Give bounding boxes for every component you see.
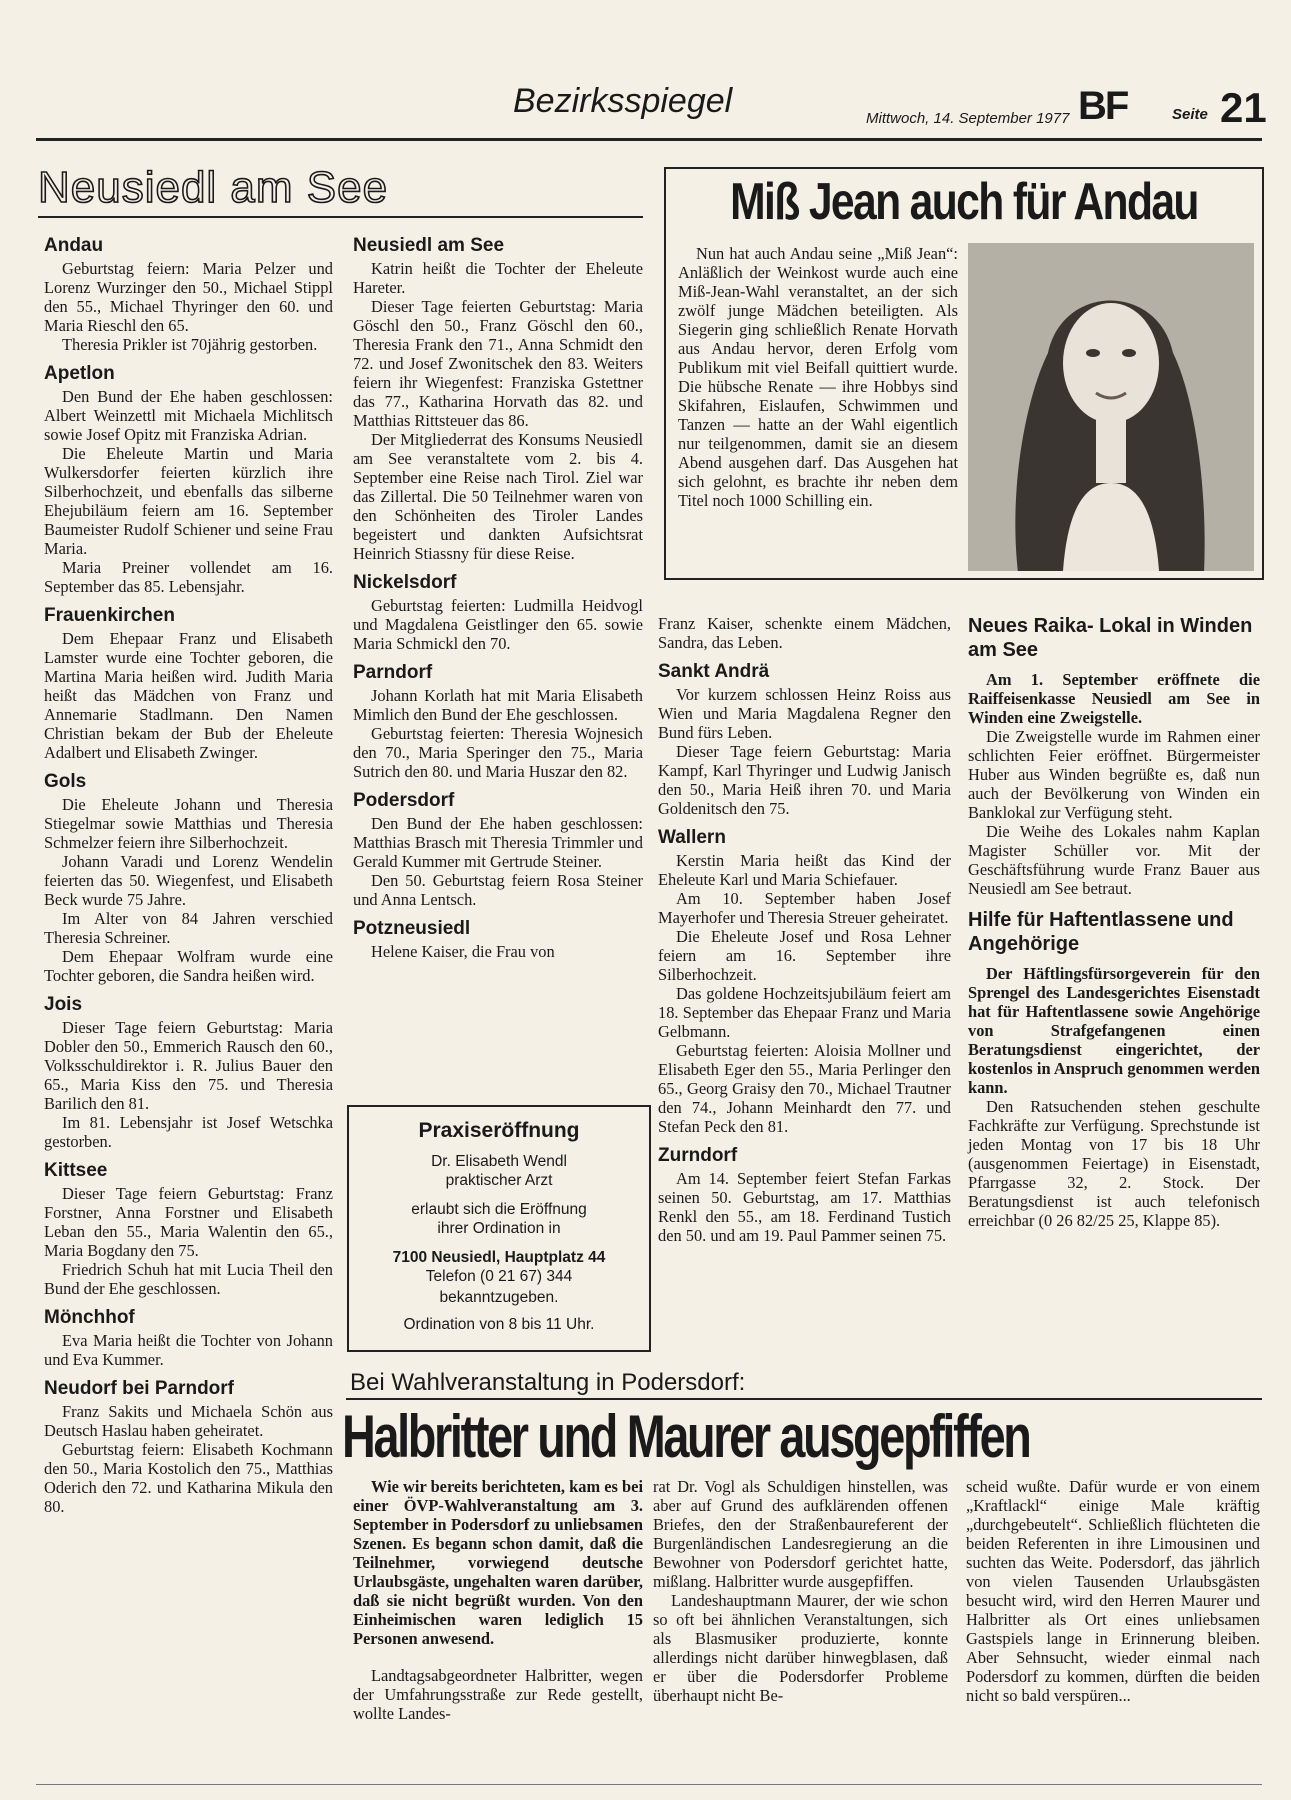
praxis-line2: ihrer Ordination in — [437, 1220, 561, 1237]
news-paragraph: Johann Korlath hat mit Maria Elisabeth Mimlich den Bund der Ehe geschlossen. — [353, 686, 643, 724]
podersdorf-lead: Wie wir bereits berichteten, kam es bei einer ÖVP-Wahlveranstaltung am 3. September in Podersdorf zu unliebsamen Szenen. Es begann schon damit, daß die Teilnehmer, vorwiegend deutsche Urlaubsgäste, ungehalten waren darüber, daß sie nicht begrüßt wurden. Von den Einheimischen waren lediglich 15 Personen anwesend. — [353, 1477, 643, 1648]
news-paragraph: Dieser Tage feiern Geburtstag: Maria Dobler den 50., Emmerich Rausch den 60., Volksschuldirektor i. R. Julius Bauer den 65., Maria Kiss den 75. und Theresia Barilich den 81. — [44, 1018, 333, 1113]
news-paragraph: Dem Ehepaar Wolfram wurde eine Tochter geboren, die Sandra heißen wird. — [44, 947, 333, 985]
news-paragraph: Dieser Tage feiern Geburtstag: Franz Forstner, Anna Forstner und Elisabeth Leban den 55., Maria Walentin den 65., Maria Bogdany den 75. — [44, 1184, 333, 1260]
town-heading: Potzneusiedl — [353, 918, 471, 939]
news-paragraph: Geburtstag feierten: Ludmilla Heidvogl und Magdalena Geistlinger den 65. sowie Maria Schmickl den 70. — [353, 596, 643, 653]
podersdorf-paragraph: Landtagsabgeordneter Halbritter, wegen der Umfahrungsstraße zur Rede gestellt, wollte Landes- — [353, 1666, 643, 1723]
praxis-ad — [347, 1105, 651, 1352]
news-paragraph: Im 81. Lebensjahr ist Josef Wetschka gestorben. — [44, 1113, 333, 1151]
news-paragraph: Im Alter von 84 Jahren verschied Theresia Schreiner. — [44, 909, 333, 947]
portrait-silhouette — [968, 243, 1254, 571]
raika-paragraph: Die Zweigstelle wurde im Rahmen einer schlichten Feier eröffnet. Bürgermeister Huber aus Winden begrüßte es, daß nun auch der Bevölkerung von Winden ein Banklokal zur Verfügung steht. — [968, 727, 1260, 822]
praxis-name: Dr. Elisabeth Wendl — [431, 1153, 567, 1170]
haft-heading: Hilfe für Haftentlassene und Angehörige — [968, 909, 1234, 955]
news-paragraph: Kerstin Maria heißt das Kind der Eheleute Karl und Maria Schiefauer. — [658, 851, 951, 889]
raika-lead: Am 1. September eröffnete die Raiffeisenkasse Neusiedl am See in Winden eine Zweigstelle. — [968, 670, 1260, 727]
miss-jean-text — [678, 244, 958, 510]
bottom-rule — [36, 1784, 1262, 1785]
town-heading: Jois — [44, 994, 83, 1015]
podersdorf-paragraph: scheid wußte. Dafür wurde er von einem „Kraftlackl“ einige Male kräftig „durchgebeutelt“. Schließlich flüchteten die beiden Referenten in ihre Limousinen und suchten das Weite. Podersdorf, das jährlich von vielen Tausenden Urlaubsgästen besucht wird, wird den Herren Maurer und Halbritter als Ort eines unliebsamen Gastspiels lange in Erinnerung bleiben. Aber Sehnsucht, wieder einmal nach Podersdorf zu kommen, dürften die beiden nicht so bald verspüren... — [966, 1477, 1260, 1705]
news-paragraph: Die Eheleute Josef und Rosa Lehner feiern am 16. September ihre Silberhochzeit. — [658, 927, 951, 984]
news-paragraph: Die Eheleute Johann und Theresia Stiegelmar sowie Matthias und Theresia Schmelzer feiern ihre Silberhochzeit. — [44, 795, 333, 852]
column-local-news-2 — [353, 235, 643, 961]
news-paragraph: Vor kurzem schlossen Heinz Roiss aus Wien und Maria Magdalena Regner den Bund fürs Leben. — [658, 685, 951, 742]
news-paragraph: Den Bund der Ehe haben geschlossen: Albert Weinzettl mit Michaela Michlitsch sowie Josef Opitz mit Franziska Adrian. — [44, 387, 333, 444]
district-title: Neusiedl am See — [38, 163, 389, 212]
praxis-line3: bekanntzugeben. — [439, 1289, 559, 1306]
town-heading: Sankt Andrä — [658, 661, 770, 682]
town-heading: Gols — [44, 771, 87, 792]
news-paragraph: Friedrich Schuh hat mit Lucia Theil den Bund der Ehe geschlossen. — [44, 1260, 333, 1298]
praxis-phone: Telefon (0 21 67) 344 — [425, 1268, 573, 1285]
news-paragraph: Dieser Tage feierten Geburtstag: Maria Göschl den 50., Franz Göschl den 60., Theresia Frank den 71., Anna Schmidt den 72. und Josef Zwonitschek den 83. Weiters feiern ihr Wiegenfest: Franziska Gstettner das 77., Katharina Horvath das 82. und Matthias Rittsteuer das 86. — [353, 297, 643, 430]
miss-jean-headline: Miß Jean auch für Andau — [730, 173, 1198, 231]
portrait-photo-icon — [968, 243, 1254, 571]
section-header-title: Bezirksspiegel — [513, 82, 733, 120]
news-paragraph: Johann Varadi und Lorenz Wendelin feierten das 50. Wiegenfest, und Elisabeth Beck wurde 75 Jahre. — [44, 852, 333, 909]
raika-heading: Neues Raika- Lokal in Winden am See — [968, 615, 1253, 661]
miss-jean-paragraph: Nun hat auch Andau seine „Miß Jean“: Anläßlich der Weinkost wurde auch eine Miß-Jean-Wahl veranstaltet, an der sich zwölf junge Mädchen beteiligten. Als Siegerin ging schließlich Renate Horvath aus Andau hervor, deren Erfolg vom Publikum mit viel Beifall quittiert wurde. Die hübsche Renate — ihre Hobbys sind Skifahren, Eislaufen, Schwimmen und Tanzen — hatte an der Wahl eigentlich nur teilgenommen, damit sie an diesem Abend ausgehen darf. Das Ausgehen hat sich gelohnt, es brachte ihr neben dem Titel noch 1000 Schilling ein. — [678, 244, 958, 510]
town-heading: Podersdorf — [353, 790, 455, 811]
news-paragraph: Maria Preiner vollendet am 16. September das 85. Lebensjahr. — [44, 558, 333, 596]
news-paragraph: Franz Sakits und Michaela Schön aus Deutsch Haslau haben geheiratet. — [44, 1402, 333, 1440]
district-title-rule — [38, 216, 643, 218]
praxis-line1: erlaubt sich die Eröffnung — [411, 1201, 587, 1218]
news-paragraph: Theresia Prikler ist 70jährig gestorben. — [62, 335, 318, 354]
raika-paragraph: Die Weihe des Lokales nahm Kaplan Magister Schüller vor. Mit der Geschäftsführung wurde Franz Bauer aus Neusiedl am See betraut. — [968, 822, 1260, 898]
news-paragraph: Katrin heißt die Tochter der Eheleute Hareter. — [353, 259, 643, 297]
news-paragraph: Helene Kaiser, die Frau von — [371, 942, 555, 961]
column-right — [968, 614, 1260, 1230]
column-local-news-3 — [658, 614, 951, 1245]
news-paragraph: Franz Kaiser, schenkte einem Mädchen, Sandra, das Leben. — [658, 614, 951, 652]
news-paragraph: Das goldene Hochzeitsjubiläum feiert am 18. September das Ehepaar Franz und Maria Gelbmann. — [658, 984, 951, 1041]
issue-date: Mittwoch, 14. September 1977 — [866, 110, 1070, 127]
header-rule — [36, 138, 1262, 141]
town-heading: Neudorf bei Parndorf — [44, 1378, 235, 1399]
news-paragraph: Geburtstag feierten: Theresia Wojnesich den 70., Maria Speringer den 75., Maria Sutrich den 80. und Maria Huszar den 82. — [353, 724, 643, 781]
town-heading: Mönchhof — [44, 1307, 135, 1328]
town-heading: Wallern — [658, 827, 726, 848]
praxis-title: Praxiseröffnung — [418, 1119, 580, 1142]
town-heading: Zurndorf — [658, 1145, 738, 1166]
town-heading: Nickelsdorf — [353, 572, 457, 593]
praxis-address: 7100 Neusiedl, Hauptplatz 44 — [392, 1249, 606, 1266]
page-label: Seite — [1172, 106, 1208, 123]
news-paragraph: Dieser Tage feiern Geburtstag: Maria Kampf, Karl Thyringer und Ludwig Janisch den 50., Maria Heiß ihren 70. und Maria Goldenitsch den 75. — [658, 742, 951, 818]
town-heading: Frauenkirchen — [44, 605, 175, 626]
kicker-rule — [346, 1398, 1262, 1400]
haft-lead: Der Häftlingsfürsorgeverein für den Sprengel des Landesgerichtes Eisenstadt hat für Haftentlassene sowie Angehörige von Strafgefangenen einen Beratungsdienst eingerichtet, der kostenlos in Anspruch genommen werden kann. — [968, 964, 1260, 1097]
news-paragraph: Die Eheleute Martin und Maria Wulkersdorfer feierten kürzlich ihre Silberhochzeit, und ebenfalls das silberne Ehejubiläum feiern am 16. September Baumeister Rudolf Schiener und seine Frau Maria. — [44, 444, 333, 558]
news-paragraph: Am 14. September feiert Stefan Farkas seinen 50. Geburtstag, am 17. Matthias Renkl den 55., am 18. Ferdinand Tustich den 50. und am 19. Paul Pammer seinen 75. — [658, 1169, 951, 1245]
podersdorf-paragraph: Landeshauptmann Maurer, der wie schon so oft bei ähnlichen Veranstaltungen, sich als Blasmusiker produzierte, konnte allerdings nicht darüber hinwegblasen, daß er über die Podersdorfer Probleme überhaupt nicht Be- — [653, 1591, 948, 1705]
podersdorf-column-2 — [653, 1477, 948, 1705]
podersdorf-kicker: Bei Wahlveranstaltung in Podersdorf: — [350, 1369, 746, 1396]
news-paragraph: Der Mitgliederrat des Konsums Neusiedl am See veranstaltete vom 2. bis 4. September eine Reise nach Tirol. Ziel war das Zillertal. Die 50 Teilnehmer waren von den Schönheiten des Tiroler Landes begeistert und dankten Aufsichtsrat Heinrich Stiassny für diese Reise. — [353, 430, 643, 563]
news-paragraph: Geburtstag feiern: Elisabeth Kochmann den 50., Maria Kostolich den 75., Matthias Oderich den 72. und Katharina Mikula den 80. — [44, 1440, 333, 1516]
podersdorf-column-3 — [966, 1477, 1260, 1705]
news-paragraph: Den Bund der Ehe haben geschlossen: Matthias Brasch mit Theresia Trimmler und Gerald Kummer mit Gertrude Steiner. — [353, 814, 643, 871]
news-paragraph: Dem Ehepaar Franz und Elisabeth Lamster wurde eine Tochter geboren, die Martina Maria heißen wird. Judith Maria heißt das Mädchen von Franz und Annemarie Stadlmann. Den Namen Christian bekam der Bub der Eheleute Adalbert und Elisabeth Zwinger. — [44, 629, 333, 762]
news-paragraph: Geburtstag feierten: Aloisia Mollner und Elisabeth Eger den 55., Maria Perlinger den 65., Georg Graisy den 70., Michael Trautner den 74., Johann Meinhardt den 77. und Stefan Peck den 81. — [658, 1041, 951, 1136]
news-paragraph: Am 10. September haben Josef Mayerhofer und Theresia Streuer geheiratet. — [658, 889, 951, 927]
newspaper-logo: BF — [1078, 84, 1128, 128]
town-heading: Neusiedl am See — [353, 235, 505, 256]
column-local-news-1 — [44, 235, 333, 1516]
podersdorf-paragraph: rat Dr. Vogl als Schuldigen hinstellen, was aber auf Grund des aufklärenden offenen Briefes, den der Straßenbaureferent der Burgenländischen Landesregierung an die Bewohner von Podersdorf gerichtet hatte, mißlang. Halbritter wurde ausgepfiffen. — [653, 1477, 948, 1591]
news-paragraph: Eva Maria heißt die Tochter von Johann und Eva Kummer. — [44, 1331, 333, 1369]
news-paragraph: Geburtstag feiern: Maria Pelzer und Lorenz Wurzinger den 50., Michael Stippl den 55., Michael Thyringer den 60. und Maria Rieschl den 65. — [44, 259, 333, 335]
town-heading: Andau — [44, 235, 104, 256]
town-heading: Kittsee — [44, 1160, 108, 1181]
page-number: 21 — [1220, 84, 1267, 131]
news-paragraph: Den 50. Geburtstag feiern Rosa Steiner und Anna Lentsch. — [353, 871, 643, 909]
haft-paragraph: Den Ratsuchenden stehen geschulte Fachkräfte zur Verfügung. Sprechstunde ist jeden Montag von 17 bis 18 Uhr (ausgenommen Feiertage) in Eisenstadt, Pfarrgasse 32, 2. Stock. Der Beratungsdienst ist auch telefonisch erreichbar (0 26 82/25 25, Klappe 85). — [968, 1097, 1260, 1230]
podersdorf-headline: Halbritter und Maurer ausgepfiffen — [342, 1403, 1030, 1470]
podersdorf-column-1 — [353, 1477, 643, 1723]
praxis-hours: Ordination von 8 bis 11 Uhr. — [403, 1316, 595, 1333]
praxis-role: praktischer Arzt — [445, 1172, 553, 1189]
town-heading: Parndorf — [353, 662, 433, 683]
town-heading: Apetlon — [44, 363, 115, 384]
